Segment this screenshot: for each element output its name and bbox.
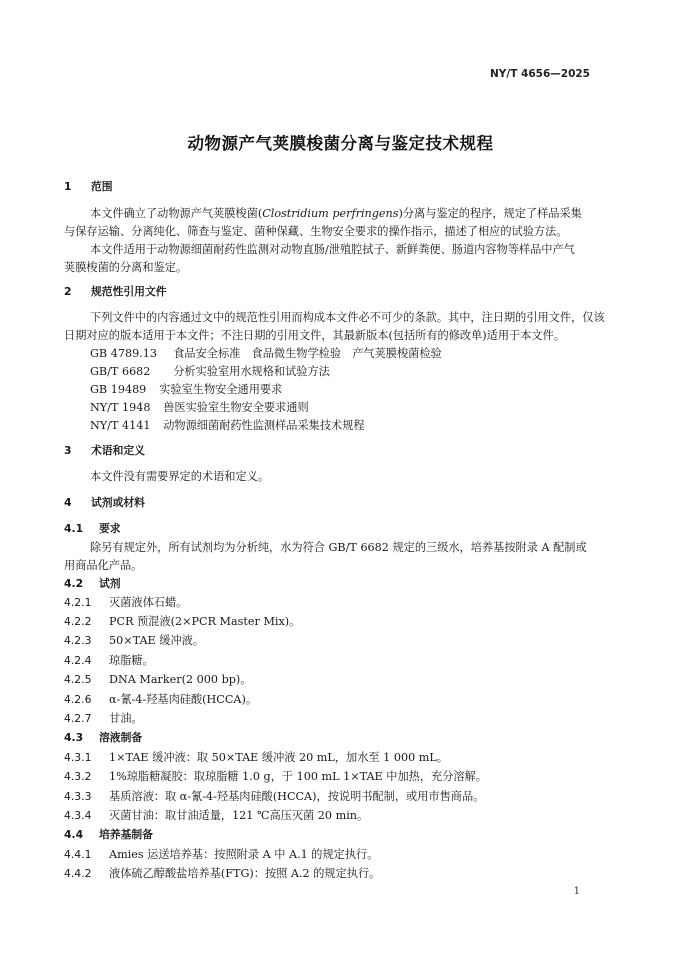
item-text: 灭菌液体石蜡。 (109, 596, 188, 609)
item-text: 基质溶液：取 α-氰-4-羟基肉硅酸(HCCA)，按说明书配制，或用市售商品。 (109, 790, 485, 803)
reference-code: GB 4789.13 (90, 347, 157, 360)
reference-code: GB/T 6682 (90, 365, 151, 378)
item-number: 4.2.3 (64, 634, 92, 647)
list-item (64, 693, 257, 707)
document-code: NY/T 4656—2025 (490, 68, 590, 80)
item-text: α-氰-4-羟基肉硅酸(HCCA)。 (109, 693, 258, 706)
reference-code: GB 19489 (90, 383, 147, 396)
item-text: Amies 运送培养基：按照附录 A 中 A.1 的规定执行。 (109, 848, 379, 861)
item-number: 4.2.6 (64, 693, 92, 706)
section-title: 试剂或材料 (91, 496, 145, 509)
section-number: 2 (64, 285, 72, 298)
item-number: 4.3.3 (64, 790, 92, 803)
section-3-heading (64, 444, 145, 458)
section-title: 范围 (91, 180, 113, 193)
reference-code: NY/T 1948 (90, 401, 151, 414)
species-name: Clostridium perfringens (262, 207, 399, 220)
subsection-number: 4.3 (64, 731, 84, 744)
list-item (64, 596, 187, 610)
reference-item (90, 401, 309, 415)
reference-title: 兽医实验室生物安全要求通则 (163, 401, 309, 414)
paragraph-line: 本文件适用于动物源细菌耐药性监测对动物直肠/泄殖腔拭子、新鲜粪便、肠道内容物等样品中产气 (90, 243, 575, 256)
item-text: DNA Marker(2 000 bp)。 (109, 673, 252, 686)
paragraph-line: 与保存运输、分离纯化、筛查与鉴定、菌种保藏、生物安全要求的操作指示，描述了相应的试验方法。 (64, 225, 568, 238)
item-number: 4.4.1 (64, 848, 92, 861)
item-number: 4.3.2 (64, 770, 92, 783)
subsection-title: 培养基制备 (99, 828, 153, 841)
item-number: 4.2.5 (64, 673, 92, 686)
item-text: 1×TAE 缓冲液：取 50×TAE 缓冲液 20 mL，加水至 1 000 mL。 (109, 751, 448, 764)
item-text: 1%琼脂糖凝胶：取琼脂糖 1.0 g，于 100 mL 1×TAE 中加热，充分溶解。 (109, 770, 487, 783)
paragraph-line: 本文件没有需要界定的术语和定义。 (90, 470, 270, 483)
section-number: 1 (64, 180, 72, 193)
paragraph-line: 荚膜梭菌的分离和鉴定。 (64, 261, 188, 274)
item-number: 4.3.4 (64, 809, 92, 822)
section-title: 术语和定义 (91, 444, 145, 457)
reference-item (90, 347, 442, 361)
paragraph-line: 本文件确立了动物源产气荚膜梭菌(Clostridium perfringens)分离与鉴定的程序，规定了样品采集 (90, 207, 582, 220)
subsection-number: 4.2 (64, 577, 84, 590)
item-number: 4.2.2 (64, 615, 92, 628)
item-text: 灭菌甘油：取甘油适量，121 ℃高压灭菌 20 min。 (109, 809, 369, 822)
list-item (64, 751, 448, 765)
list-item (64, 634, 204, 648)
subsection-title: 试剂 (99, 577, 121, 590)
list-item (64, 712, 143, 726)
item-number: 4.2.1 (64, 596, 92, 609)
paragraph-line: 下列文件中的内容通过文中的规范性引用而构成本文件必不可少的条款。其中，注日期的引用文件，仅该 (90, 311, 605, 324)
reference-title: 食品安全标准 食品微生物学检验 产气荚膜梭菌检验 (173, 347, 442, 360)
item-number: 4.2.4 (64, 654, 92, 667)
list-item (64, 809, 368, 823)
subsection-4-1-heading (64, 522, 121, 536)
reference-item (90, 419, 365, 433)
item-text: 甘油。 (109, 712, 143, 725)
section-number: 4 (64, 496, 72, 509)
section-number: 3 (64, 444, 72, 457)
paragraph-line: 日期对应的版本适用于本文件；不注日期的引用文件，其最新版本(包括所有的修改单)适用于本文件。 (64, 329, 565, 342)
paragraph-line: 用商品化产品。 (64, 559, 143, 572)
page-number: 1 (573, 886, 580, 897)
reference-item (90, 365, 330, 379)
list-item (64, 673, 251, 687)
page-title: 动物源产气荚膜梭菌分离与鉴定技术规程 (187, 134, 494, 153)
item-number: 4.2.7 (64, 712, 92, 725)
subsection-4-3-heading (64, 731, 142, 745)
list-item (64, 848, 378, 862)
item-text: 液体硫乙醇酸盐培养基(FTG)：按照 A.2 的规定执行。 (109, 867, 381, 880)
subsection-number: 4.1 (64, 522, 84, 535)
list-item (64, 615, 300, 629)
subsection-title: 要求 (99, 522, 121, 535)
item-text: 50×TAE 缓冲液。 (109, 634, 205, 647)
item-number: 4.4.2 (64, 867, 92, 880)
subsection-4-2-heading (64, 577, 121, 591)
item-text: 琼脂糖。 (109, 654, 154, 667)
paragraph-line: 除另有规定外，所有试剂均为分析纯，水为符合 GB/T 6682 规定的三级水，培养基按附录 A 配制或 (90, 541, 587, 554)
reference-title: 动物源细菌耐药性监测样品采集技术规程 (163, 419, 365, 432)
list-item (64, 790, 484, 804)
subsection-number: 4.4 (64, 828, 84, 841)
reference-title: 实验室生物安全通用要求 (159, 383, 283, 396)
list-item (64, 867, 380, 881)
subsection-title: 溶液制备 (99, 731, 143, 744)
reference-code: NY/T 4141 (90, 419, 151, 432)
section-4-heading (64, 496, 145, 510)
reference-title: 分析实验室用水规格和试验方法 (173, 365, 330, 378)
section-1-heading (64, 180, 113, 194)
item-number: 4.3.1 (64, 751, 92, 764)
item-text: PCR 预混液(2×PCR Master Mix)。 (109, 615, 301, 628)
reference-item (90, 383, 282, 397)
subsection-4-4-heading (64, 828, 153, 842)
section-title: 规范性引用文件 (91, 285, 167, 298)
list-item (64, 654, 154, 668)
list-item (64, 770, 487, 784)
section-2-heading (64, 285, 167, 299)
